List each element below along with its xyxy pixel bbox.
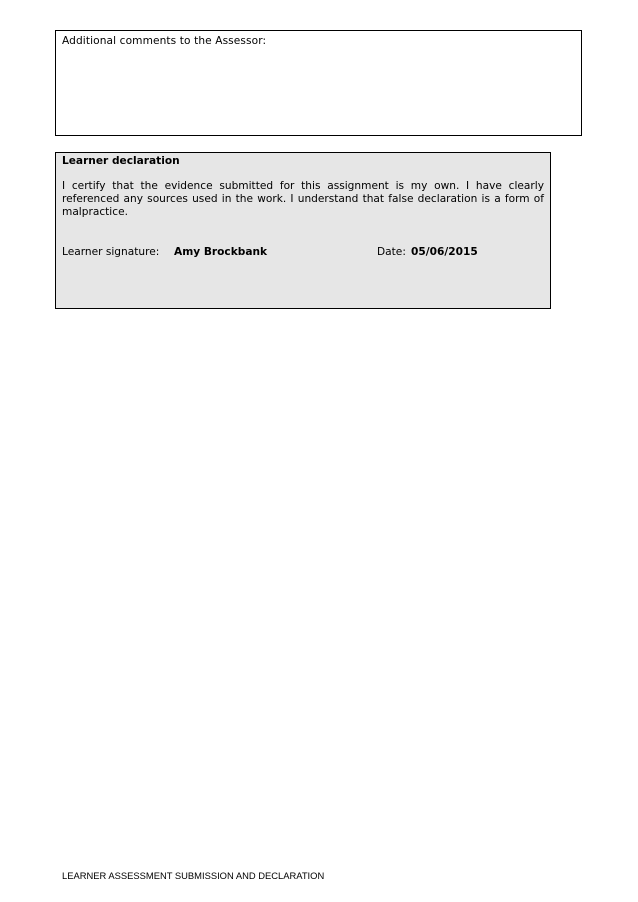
declaration-statement: I certify that the evidence submitted for this assignment is my own. I have clearly referenced any sources used in the work. I understand that false declaration is a form of malpractice. [62, 180, 544, 219]
date-value: 05/06/2015 [411, 246, 478, 258]
declaration-title: Learner declaration [62, 155, 180, 167]
signature-row [62, 245, 544, 259]
assessor-comments-label: Additional comments to the Assessor: [62, 35, 267, 47]
signature-value: Amy Brockbank [174, 246, 268, 258]
date-label: Date: [377, 246, 406, 258]
learner-declaration-box [55, 152, 551, 309]
signature-label: Learner signature: [62, 246, 160, 258]
page-footer: LEARNER ASSESSMENT SUBMISSION AND DECLARATION [62, 870, 325, 881]
assessor-comments-box [55, 30, 582, 136]
